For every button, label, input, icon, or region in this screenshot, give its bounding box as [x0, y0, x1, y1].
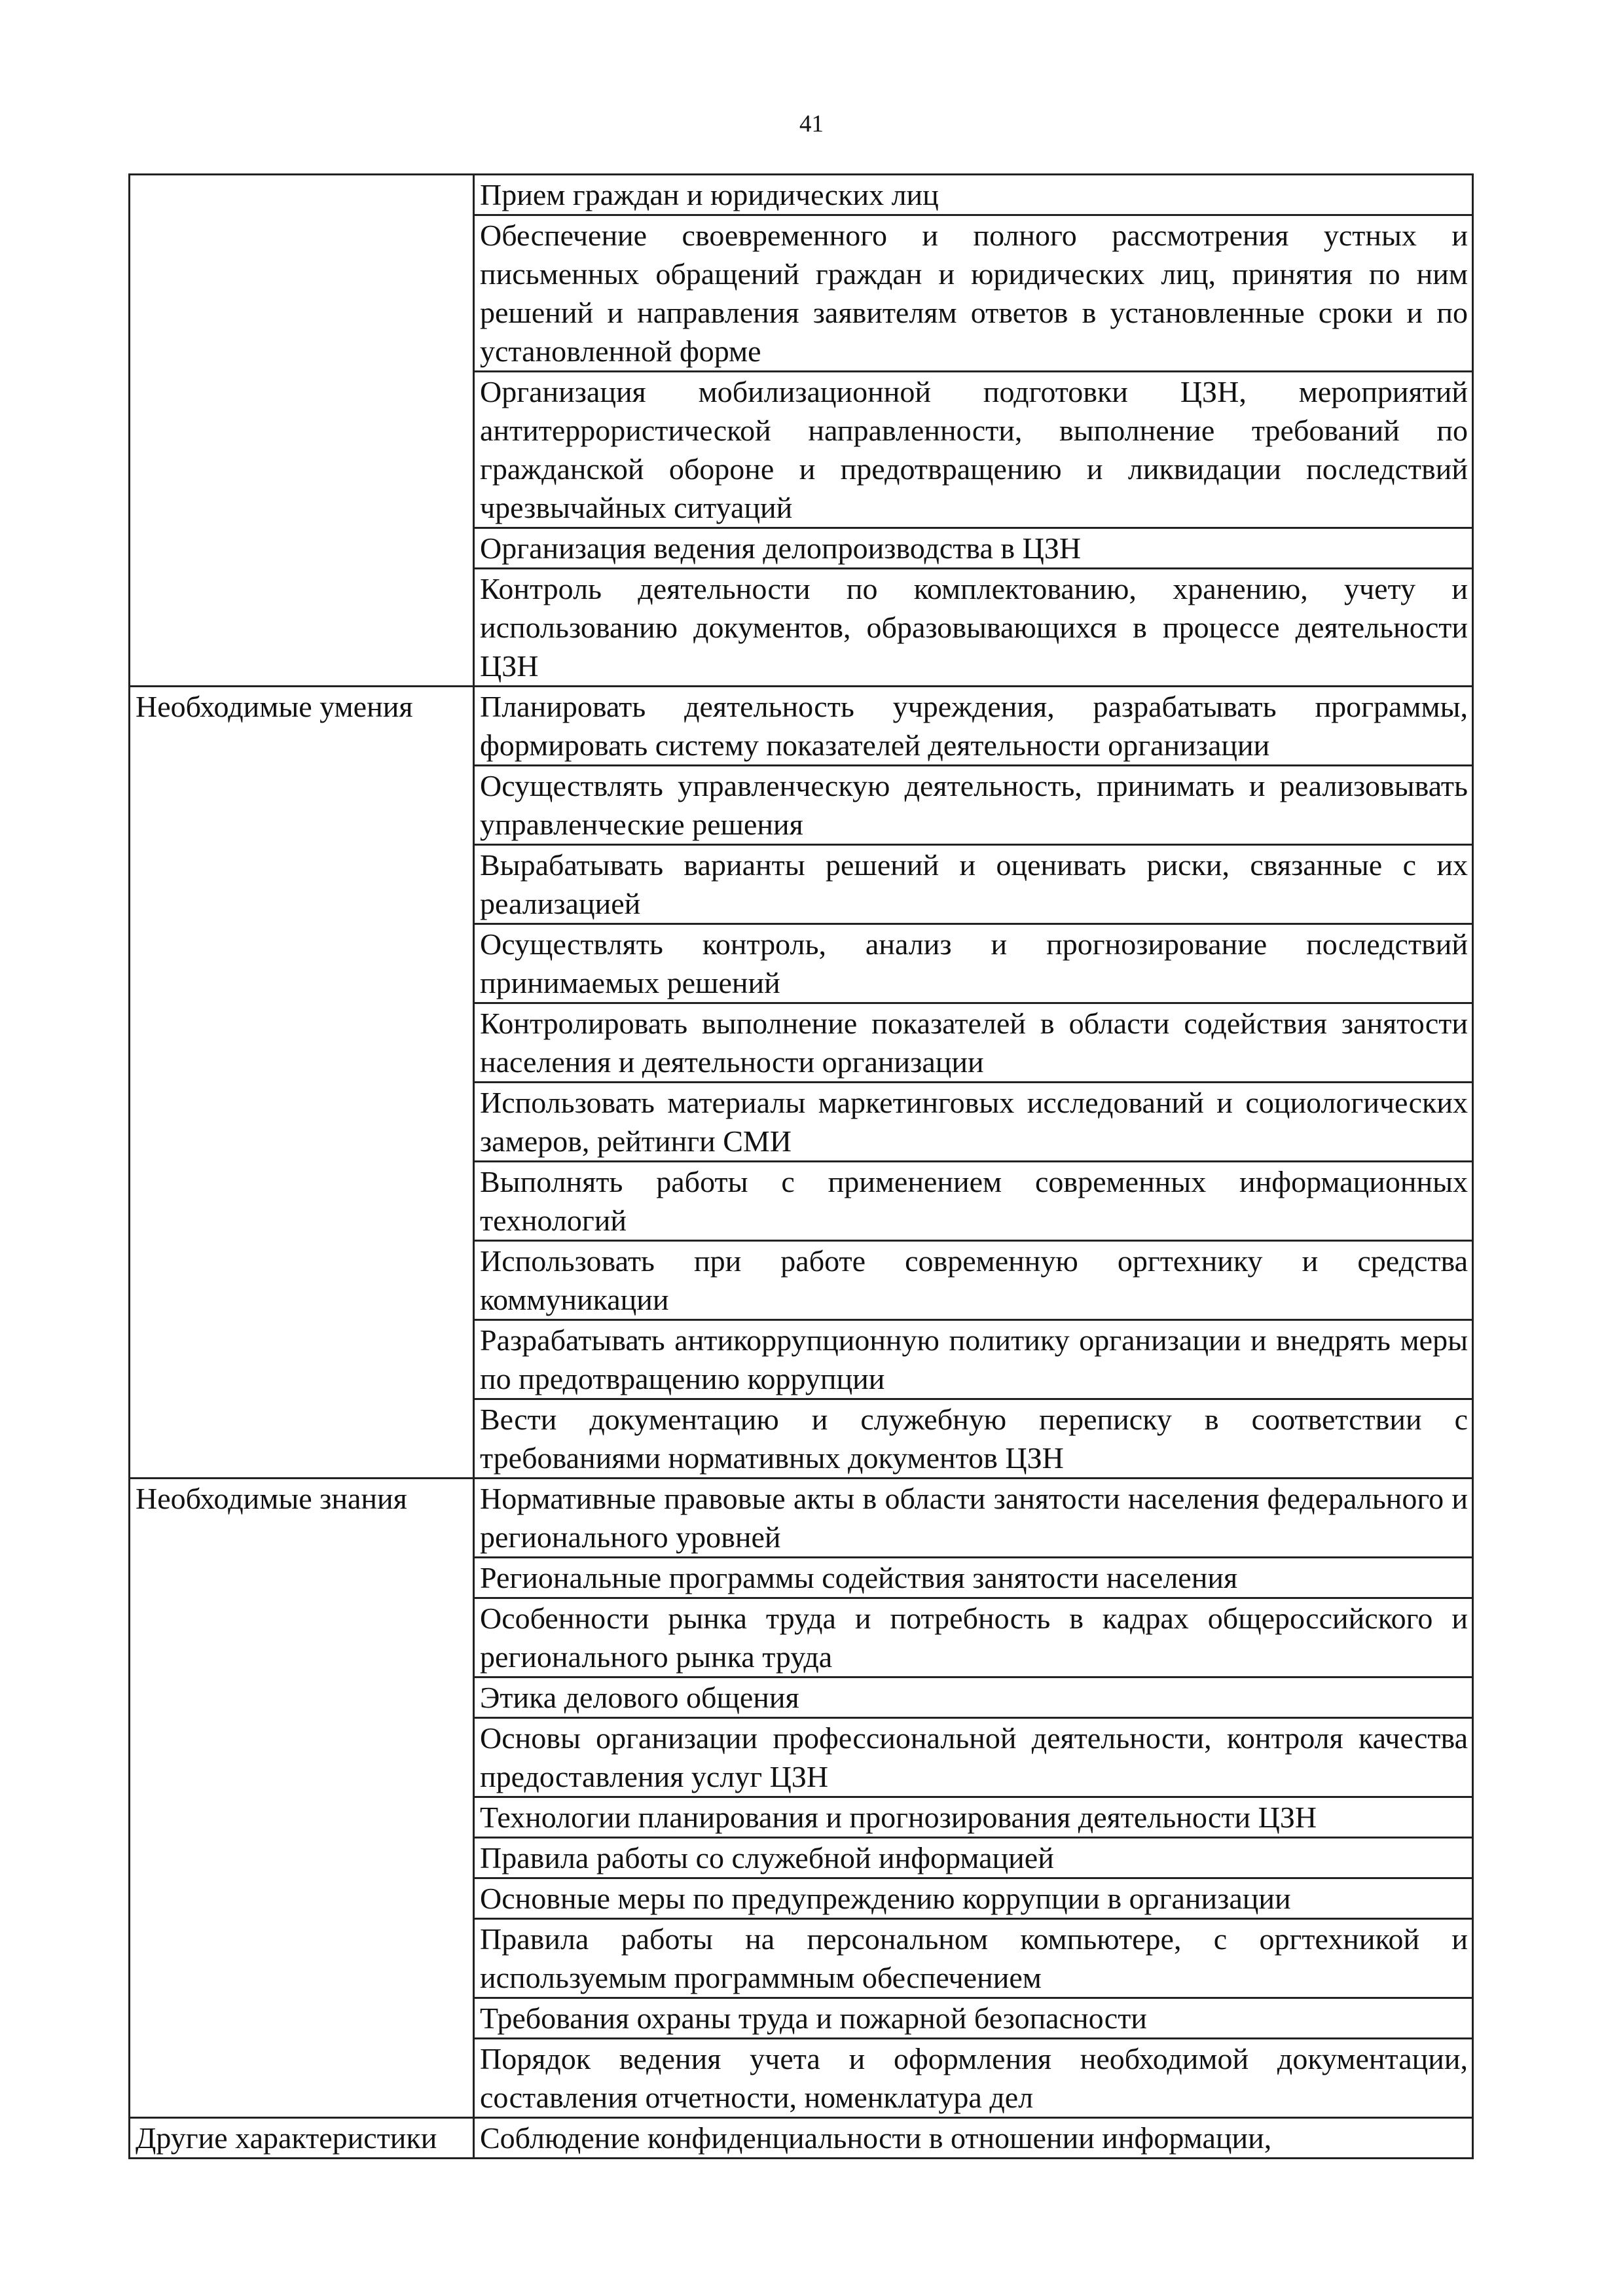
- table-cell: Вести документацию и служебную переписку в соответствии с требованиями нормативных документов ЦЗН: [474, 1399, 1473, 1479]
- table-cell: Контролировать выполнение показателей в области содействия занятости населения и деятельности организации: [474, 1003, 1473, 1083]
- row-label-knowledge: Необходимые знания: [130, 1479, 474, 2118]
- table-cell: Использовать материалы маркетинговых исследований и социологических замеров, рейтинги СМИ: [474, 1083, 1473, 1162]
- table-cell: Основные меры по предупреждению коррупции в организации: [474, 1878, 1473, 1919]
- table-cell: Организация ведения делопроизводства в ЦЗН: [474, 528, 1473, 569]
- table-cell: Выполнять работы с применением современных информационных технологий: [474, 1162, 1473, 1241]
- table-cell: Осуществлять контроль, анализ и прогнозирование последствий принимаемых решений: [474, 924, 1473, 1003]
- table-row: [130, 1479, 1473, 1558]
- table-cell: Соблюдение конфиденциальности в отношении информации,: [474, 2118, 1473, 2159]
- table-cell: Нормативные правовые акты в области занятости населения федерального и регионального уровней: [474, 1479, 1473, 1558]
- table-cell: Использовать при работе современную оргтехнику и средства коммуникации: [474, 1241, 1473, 1320]
- table-cell: Требования охраны труда и пожарной безопасности: [474, 1998, 1473, 2039]
- table-cell: Правила работы на персональном компьютере, с оргтехникой и используемым программным обеспечением: [474, 1919, 1473, 1998]
- table-cell: Правила работы со служебной информацией: [474, 1838, 1473, 1878]
- table-cell: Разрабатывать антикоррупционную политику организации и внедрять меры по предотвращению коррупции: [474, 1320, 1473, 1399]
- table-cell: Осуществлять управленческую деятельность, принимать и реализовывать управленческие решения: [474, 766, 1473, 845]
- table-row: [130, 175, 1473, 215]
- requirements-table: [128, 173, 1474, 2159]
- table-cell: Особенности рынка труда и потребность в кадрах общероссийского и регионального рынка труда: [474, 1598, 1473, 1677]
- table-cell: Региональные программы содействия занятости населения: [474, 1558, 1473, 1598]
- table-cell: Основы организации профессиональной деятельности, контроля качества предоставления услуг ЦЗН: [474, 1718, 1473, 1797]
- table-row: [130, 2118, 1473, 2159]
- table-cell: Этика делового общения: [474, 1677, 1473, 1718]
- table-cell: Обеспечение своевременного и полного рассмотрения устных и письменных обращений граждан и юридических лиц, принятия по ним решений и направления заявителям ответов в установленные сроки и по установленной форме: [474, 215, 1473, 372]
- table-cell: Контроль деятельности по комплектованию, хранению, учету и использованию документов, образовывающихся в процессе деятельности ЦЗН: [474, 569, 1473, 687]
- table-cell: Прием граждан и юридических лиц: [474, 175, 1473, 215]
- table-cell: Технологии планирования и прогнозирования деятельности ЦЗН: [474, 1797, 1473, 1838]
- page-number: 41: [799, 111, 824, 137]
- row-label-skills: Необходимые умения: [130, 687, 474, 1479]
- table-cell: Вырабатывать варианты решений и оценивать риски, связанные с их реализацией: [474, 845, 1473, 924]
- row-label-other: Другие характеристики: [130, 2118, 474, 2159]
- table-cell: Порядок ведения учета и оформления необходимой документации, составления отчетности, номенклатура дел: [474, 2039, 1473, 2118]
- table-cell: Планировать деятельность учреждения, разрабатывать программы, формировать систему показателей деятельности организации: [474, 687, 1473, 766]
- table-row: [130, 687, 1473, 766]
- table-cell: Организация мобилизационной подготовки ЦЗН, мероприятий антитеррористической направленности, выполнение требований по гражданской обороне и предотвращению и ликвидации последствий чрезвычайных ситуаций: [474, 372, 1473, 528]
- row-label-empty: [130, 175, 474, 687]
